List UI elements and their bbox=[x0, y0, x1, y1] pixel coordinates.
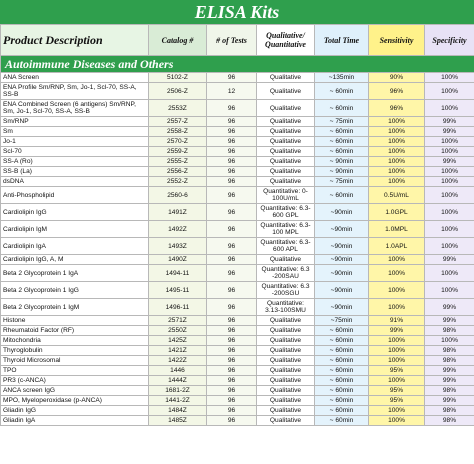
cell-catalog-number: 2557-Z bbox=[149, 117, 207, 127]
cell-product-description: Beta 2 Glycoprotein 1 IgA bbox=[1, 265, 149, 282]
cell-qualitative: Qualitative bbox=[257, 316, 315, 326]
cell-product-description: Cardiolipin IgG, A, M bbox=[1, 255, 149, 265]
cell-num-tests: 96 bbox=[207, 167, 257, 177]
cell-sensitivity: 100% bbox=[369, 299, 425, 316]
cell-sensitivity: 1.0APL bbox=[369, 238, 425, 255]
table-row bbox=[1, 83, 474, 100]
cell-qualitative: Qualitative bbox=[257, 147, 315, 157]
cell-num-tests: 12 bbox=[207, 83, 257, 100]
cell-catalog-number: 1484Z bbox=[149, 406, 207, 416]
cell-sensitivity: 100% bbox=[369, 147, 425, 157]
cell-num-tests: 96 bbox=[207, 157, 257, 167]
table-row bbox=[1, 299, 474, 316]
table-row bbox=[1, 100, 474, 117]
cell-total-time: ~135min bbox=[315, 73, 369, 83]
cell-catalog-number: 2552-Z bbox=[149, 177, 207, 187]
page-title: ELISA Kits bbox=[0, 0, 474, 24]
cell-product-description: Beta 2 Glycoprotein 1 IgG bbox=[1, 282, 149, 299]
cell-product-description: ENA Combined Screen (6 antigens) Sm/RNP, Sm, Jo-1, Scl-70, SS-A, SS-B bbox=[1, 100, 149, 117]
cell-num-tests: 96 bbox=[207, 416, 257, 426]
cell-sensitivity: 95% bbox=[369, 366, 425, 376]
cell-total-time: ~ 60min bbox=[315, 406, 369, 416]
cell-catalog-number: 1495-11 bbox=[149, 282, 207, 299]
cell-qualitative: Qualitative bbox=[257, 336, 315, 346]
cell-qualitative: Qualitative bbox=[257, 326, 315, 336]
cell-sensitivity: 100% bbox=[369, 177, 425, 187]
cell-total-time: ~90min bbox=[315, 221, 369, 238]
cell-product-description: ENA Profile Sm/RNP, Sm, Jo-1, Scl-70, SS-A, SS-B bbox=[1, 83, 149, 100]
cell-product-description: TPO bbox=[1, 366, 149, 376]
cell-total-time: ~90min bbox=[315, 282, 369, 299]
cell-total-time: ~ 60min bbox=[315, 326, 369, 336]
cell-qualitative: Quantitative: 6.3 -200SGU bbox=[257, 282, 315, 299]
cell-sensitivity: 100% bbox=[369, 265, 425, 282]
cell-catalog-number: 1490Z bbox=[149, 255, 207, 265]
cell-catalog-number: 2570-Z bbox=[149, 137, 207, 147]
cell-qualitative: Quantitative: 3.13-100SMU bbox=[257, 299, 315, 316]
cell-num-tests: 96 bbox=[207, 366, 257, 376]
cell-num-tests: 96 bbox=[207, 221, 257, 238]
cell-sensitivity: 100% bbox=[369, 376, 425, 386]
col-header-specificity: Specificity bbox=[425, 25, 474, 56]
cell-total-time: ~75min bbox=[315, 316, 369, 326]
cell-product-description: Scl-70 bbox=[1, 147, 149, 157]
cell-catalog-number: 1441-2Z bbox=[149, 396, 207, 406]
cell-num-tests: 96 bbox=[207, 282, 257, 299]
cell-specificity: 99% bbox=[425, 316, 474, 326]
cell-num-tests: 96 bbox=[207, 265, 257, 282]
cell-catalog-number: 1425Z bbox=[149, 336, 207, 346]
table-row bbox=[1, 326, 474, 336]
cell-sensitivity: 100% bbox=[369, 127, 425, 137]
cell-product-description: Mitochondria bbox=[1, 336, 149, 346]
cell-qualitative: Qualitative bbox=[257, 73, 315, 83]
cell-specificity: 99% bbox=[425, 117, 474, 127]
cell-sensitivity: 91% bbox=[369, 316, 425, 326]
cell-product-description: Thyroglobulin bbox=[1, 346, 149, 356]
cell-product-description: Rheumatoid Factor (RF) bbox=[1, 326, 149, 336]
cell-total-time: ~90min bbox=[315, 238, 369, 255]
table-row bbox=[1, 73, 474, 83]
cell-product-description: Cardiolipin IgM bbox=[1, 221, 149, 238]
cell-total-time: ~ 90min bbox=[315, 157, 369, 167]
cell-sensitivity: 96% bbox=[369, 83, 425, 100]
cell-product-description: Sm bbox=[1, 127, 149, 137]
table-row bbox=[1, 346, 474, 356]
cell-catalog-number: 2558-Z bbox=[149, 127, 207, 137]
cell-catalog-number: 1493Z bbox=[149, 238, 207, 255]
cell-num-tests: 96 bbox=[207, 255, 257, 265]
table-row bbox=[1, 167, 474, 177]
cell-product-description: ANA Screen bbox=[1, 73, 149, 83]
table-row bbox=[1, 282, 474, 299]
cell-num-tests: 96 bbox=[207, 100, 257, 117]
cell-qualitative: Qualitative bbox=[257, 356, 315, 366]
cell-num-tests: 96 bbox=[207, 137, 257, 147]
cell-product-description: Sm/RNP bbox=[1, 117, 149, 127]
cell-catalog-number: 1496-11 bbox=[149, 299, 207, 316]
cell-num-tests: 96 bbox=[207, 396, 257, 406]
table-row bbox=[1, 137, 474, 147]
cell-catalog-number: 2553Z bbox=[149, 100, 207, 117]
cell-num-tests: 96 bbox=[207, 299, 257, 316]
cell-sensitivity: 100% bbox=[369, 167, 425, 177]
cell-total-time: ~ 60min bbox=[315, 416, 369, 426]
cell-total-time: ~ 60min bbox=[315, 83, 369, 100]
cell-specificity: 100% bbox=[425, 336, 474, 346]
cell-num-tests: 96 bbox=[207, 127, 257, 137]
cell-qualitative: Qualitative bbox=[257, 137, 315, 147]
cell-total-time: ~ 60min bbox=[315, 137, 369, 147]
col-header-product-description: Product Description bbox=[1, 25, 149, 56]
cell-sensitivity: 100% bbox=[369, 282, 425, 299]
table-row bbox=[1, 117, 474, 127]
cell-num-tests: 96 bbox=[207, 316, 257, 326]
cell-specificity: 100% bbox=[425, 83, 474, 100]
section-title: Autoimmune Diseases and Others bbox=[1, 56, 474, 73]
table-row bbox=[1, 265, 474, 282]
cell-specificity: 99% bbox=[425, 255, 474, 265]
cell-qualitative: Qualitative bbox=[257, 366, 315, 376]
cell-num-tests: 96 bbox=[207, 346, 257, 356]
cell-qualitative: Qualitative bbox=[257, 157, 315, 167]
cell-sensitivity: 90% bbox=[369, 73, 425, 83]
table-row bbox=[1, 316, 474, 326]
cell-num-tests: 96 bbox=[207, 356, 257, 366]
cell-specificity: 100% bbox=[425, 100, 474, 117]
table-header-row bbox=[1, 25, 474, 56]
cell-total-time: ~ 60min bbox=[315, 346, 369, 356]
cell-total-time: ~ 60min bbox=[315, 376, 369, 386]
cell-num-tests: 96 bbox=[207, 73, 257, 83]
cell-sensitivity: 100% bbox=[369, 336, 425, 346]
cell-num-tests: 96 bbox=[207, 117, 257, 127]
cell-specificity: 98% bbox=[425, 346, 474, 356]
cell-specificity: 98% bbox=[425, 406, 474, 416]
cell-sensitivity: 100% bbox=[369, 117, 425, 127]
cell-num-tests: 96 bbox=[207, 376, 257, 386]
cell-total-time: ~90min bbox=[315, 265, 369, 282]
cell-catalog-number: 1444Z bbox=[149, 376, 207, 386]
table-row bbox=[1, 396, 474, 406]
table-row bbox=[1, 238, 474, 255]
cell-product-description: Gliadin IgA bbox=[1, 416, 149, 426]
cell-catalog-number: 2560-6 bbox=[149, 187, 207, 204]
cell-specificity: 100% bbox=[425, 238, 474, 255]
cell-specificity: 100% bbox=[425, 265, 474, 282]
cell-qualitative: Quantitative: 6.3-600 APL bbox=[257, 238, 315, 255]
cell-specificity: 100% bbox=[425, 73, 474, 83]
cell-specificity: 99% bbox=[425, 376, 474, 386]
cell-qualitative: Qualitative bbox=[257, 177, 315, 187]
cell-qualitative: Qualitative bbox=[257, 346, 315, 356]
cell-total-time: ~ 60min bbox=[315, 127, 369, 137]
cell-total-time: ~90min bbox=[315, 204, 369, 221]
cell-num-tests: 96 bbox=[207, 177, 257, 187]
cell-qualitative: Qualitative bbox=[257, 406, 315, 416]
cell-product-description: ANCA screen IgG bbox=[1, 386, 149, 396]
cell-qualitative: Quantitative: 6.3 -200SAU bbox=[257, 265, 315, 282]
cell-product-description: Beta 2 Glycoprotein 1 IgM bbox=[1, 299, 149, 316]
cell-total-time: ~ 75min bbox=[315, 117, 369, 127]
cell-total-time: ~ 60min bbox=[315, 336, 369, 346]
cell-catalog-number: 2550Z bbox=[149, 326, 207, 336]
table-row bbox=[1, 127, 474, 137]
cell-catalog-number: 2556-Z bbox=[149, 167, 207, 177]
table-row bbox=[1, 406, 474, 416]
section-row bbox=[1, 56, 474, 73]
table-row bbox=[1, 356, 474, 366]
cell-num-tests: 96 bbox=[207, 147, 257, 157]
cell-sensitivity: 100% bbox=[369, 255, 425, 265]
col-header-tests: # of Tests bbox=[207, 25, 257, 56]
cell-catalog-number: 1681-2Z bbox=[149, 386, 207, 396]
cell-total-time: ~ 75min bbox=[315, 177, 369, 187]
cell-total-time: ~90min bbox=[315, 255, 369, 265]
cell-sensitivity: 100% bbox=[369, 356, 425, 366]
cell-specificity: 100% bbox=[425, 137, 474, 147]
table-row bbox=[1, 336, 474, 346]
cell-total-time: ~ 60min bbox=[315, 356, 369, 366]
cell-specificity: 99% bbox=[425, 396, 474, 406]
cell-qualitative: Qualitative bbox=[257, 416, 315, 426]
table-row bbox=[1, 157, 474, 167]
cell-qualitative: Qualitative bbox=[257, 386, 315, 396]
cell-catalog-number: 1491Z bbox=[149, 204, 207, 221]
cell-sensitivity: 0.5U/mL bbox=[369, 187, 425, 204]
cell-product-description: PR3 (c-ANCA) bbox=[1, 376, 149, 386]
cell-total-time: ~ 60min bbox=[315, 386, 369, 396]
cell-qualitative: Qualitative bbox=[257, 167, 315, 177]
cell-num-tests: 96 bbox=[207, 336, 257, 346]
cell-catalog-number: 2559-Z bbox=[149, 147, 207, 157]
col-header-catalog: Catalog # bbox=[149, 25, 207, 56]
elisa-kits-table bbox=[0, 24, 474, 426]
table-row bbox=[1, 204, 474, 221]
table-row bbox=[1, 416, 474, 426]
table-row bbox=[1, 366, 474, 376]
cell-qualitative: Qualitative bbox=[257, 376, 315, 386]
cell-sensitivity: 1.0MPL bbox=[369, 221, 425, 238]
cell-qualitative: Qualitative bbox=[257, 127, 315, 137]
cell-qualitative: Qualitative bbox=[257, 83, 315, 100]
cell-total-time: ~ 60min bbox=[315, 396, 369, 406]
cell-qualitative: Qualitative bbox=[257, 117, 315, 127]
cell-product-description: SS-A (Ro) bbox=[1, 157, 149, 167]
cell-sensitivity: 1.0GPL bbox=[369, 204, 425, 221]
cell-qualitative: Quantitative: 0-100U/mL bbox=[257, 187, 315, 204]
cell-specificity: 100% bbox=[425, 167, 474, 177]
cell-product-description: Thyroid Microsomal bbox=[1, 356, 149, 366]
cell-catalog-number: 2571Z bbox=[149, 316, 207, 326]
cell-product-description: dsDNA bbox=[1, 177, 149, 187]
cell-total-time: ~90min bbox=[315, 299, 369, 316]
table-row bbox=[1, 376, 474, 386]
cell-qualitative: Quantitative: 6.3-600 GPL bbox=[257, 204, 315, 221]
table-row bbox=[1, 177, 474, 187]
cell-num-tests: 96 bbox=[207, 386, 257, 396]
cell-sensitivity: 99% bbox=[369, 326, 425, 336]
cell-specificity: 98% bbox=[425, 416, 474, 426]
cell-specificity: 99% bbox=[425, 157, 474, 167]
cell-catalog-number: 1492Z bbox=[149, 221, 207, 238]
cell-catalog-number: 2555-Z bbox=[149, 157, 207, 167]
cell-total-time: ~ 60min bbox=[315, 100, 369, 117]
cell-sensitivity: 100% bbox=[369, 416, 425, 426]
cell-total-time: ~ 60min bbox=[315, 147, 369, 157]
cell-specificity: 100% bbox=[425, 177, 474, 187]
cell-sensitivity: 95% bbox=[369, 386, 425, 396]
cell-total-time: ~ 60min bbox=[315, 366, 369, 376]
cell-product-description: SS-B (La) bbox=[1, 167, 149, 177]
cell-catalog-number: 1422Z bbox=[149, 356, 207, 366]
table-row bbox=[1, 255, 474, 265]
cell-catalog-number: 1421Z bbox=[149, 346, 207, 356]
cell-num-tests: 96 bbox=[207, 326, 257, 336]
cell-sensitivity: 100% bbox=[369, 406, 425, 416]
cell-product-description: Jo-1 bbox=[1, 137, 149, 147]
table-row bbox=[1, 221, 474, 238]
cell-specificity: 98% bbox=[425, 356, 474, 366]
cell-specificity: 98% bbox=[425, 326, 474, 336]
cell-specificity: 100% bbox=[425, 187, 474, 204]
cell-catalog-number: 1485Z bbox=[149, 416, 207, 426]
cell-sensitivity: 100% bbox=[369, 137, 425, 147]
cell-specificity: 100% bbox=[425, 221, 474, 238]
table-row bbox=[1, 147, 474, 157]
table-row bbox=[1, 386, 474, 396]
cell-sensitivity: 100% bbox=[369, 346, 425, 356]
cell-specificity: 100% bbox=[425, 147, 474, 157]
cell-total-time: ~ 60min bbox=[315, 187, 369, 204]
cell-num-tests: 96 bbox=[207, 187, 257, 204]
col-header-total-time: Total Time bbox=[315, 25, 369, 56]
cell-product-description: Cardiolipin IgA bbox=[1, 238, 149, 255]
cell-specificity: 99% bbox=[425, 366, 474, 376]
cell-num-tests: 96 bbox=[207, 406, 257, 416]
cell-specificity: 100% bbox=[425, 282, 474, 299]
cell-specificity: 99% bbox=[425, 127, 474, 137]
cell-product-description: Gliadin IgG bbox=[1, 406, 149, 416]
cell-qualitative: Qualitative bbox=[257, 396, 315, 406]
cell-sensitivity: 100% bbox=[369, 157, 425, 167]
cell-product-description: Anti-Phospholipid bbox=[1, 187, 149, 204]
table-row bbox=[1, 187, 474, 204]
cell-sensitivity: 95% bbox=[369, 396, 425, 406]
cell-catalog-number: 1446 bbox=[149, 366, 207, 376]
cell-num-tests: 96 bbox=[207, 204, 257, 221]
cell-specificity: 99% bbox=[425, 299, 474, 316]
cell-catalog-number: 1494-11 bbox=[149, 265, 207, 282]
cell-qualitative: Qualitative bbox=[257, 255, 315, 265]
cell-specificity: 100% bbox=[425, 204, 474, 221]
col-header-qualitative: Qualitative/ Quantitative bbox=[257, 25, 315, 56]
cell-catalog-number: 5102-Z bbox=[149, 73, 207, 83]
cell-catalog-number: 2506-Z bbox=[149, 83, 207, 100]
cell-sensitivity: 96% bbox=[369, 100, 425, 117]
cell-product-description: Cardiolipin IgG bbox=[1, 204, 149, 221]
cell-product-description: MPO, Myeloperoxidase (p-ANCA) bbox=[1, 396, 149, 406]
cell-qualitative: Qualitative bbox=[257, 100, 315, 117]
cell-num-tests: 96 bbox=[207, 238, 257, 255]
col-header-sensitivity: Sensitivity bbox=[369, 25, 425, 56]
cell-specificity: 98% bbox=[425, 386, 474, 396]
cell-product-description: Histone bbox=[1, 316, 149, 326]
cell-total-time: ~ 90min bbox=[315, 167, 369, 177]
cell-qualitative: Quantitative: 6.3-100 MPL bbox=[257, 221, 315, 238]
